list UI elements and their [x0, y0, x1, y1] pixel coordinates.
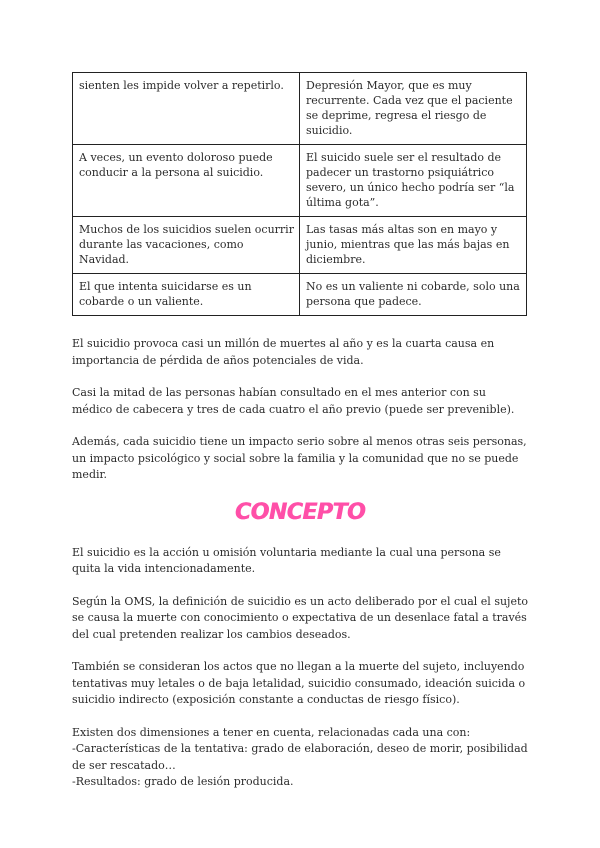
table-cell-fact: Las tasas más altas son en mayo y junio, mientras que las más bajas en diciembre.: [300, 217, 527, 274]
table-row: [73, 73, 527, 145]
table-cell-myth: sienten les impide volver a repetirlo.: [73, 73, 300, 145]
table-cell-myth: Muchos de los suicidios suelen ocurrir durante las vacaciones, como Navidad.: [73, 217, 300, 274]
paragraph-consultation: Casi la mitad de las personas habían consultado en el mes anterior con su médico de cabecera y tres de cada cuatro el año previo (puede ser prevenible).: [72, 386, 515, 416]
table-row: [73, 145, 527, 217]
paragraph-oms-definition: Según la OMS, la definición de suicidio es un acto deliberado por el cual el sujeto se causa la muerte con conocimiento o expectativa de un desenlace fatal a través del cual pretenden realizar los cambios deseados.: [72, 594, 529, 641]
paragraph-definition: El suicidio es la acción u omisión voluntaria mediante la cual una persona se quita la vida intencionadamente.: [72, 545, 501, 575]
paragraph-mortality: El suicidio provoca casi un millón de muertes al año y es la cuarta causa en importancia de pérdida de años potenciales de vida.: [72, 337, 495, 367]
table-row: [73, 274, 527, 316]
table-cell-myth: El que intenta suicidarse es un cobarde o un valiente.: [73, 274, 300, 316]
dimensions-item-attempt: -Características de la tentativa: grado de elaboración, deseo de morir, posibilidad de ser rescatado…: [72, 742, 528, 772]
myths-facts-table: [72, 72, 527, 316]
table-cell-myth: A veces, un evento doloroso puede conducir a la persona al suicidio.: [73, 145, 300, 217]
dimensions-item-results: -Resultados: grado de lesión producida.: [72, 775, 294, 788]
table-cell-fact: El suicido suele ser el resultado de padecer un trastorno psiquiátrico severo, un único hecho podría ser “la última gota”.: [300, 145, 527, 217]
paragraph-included-acts: También se consideran los actos que no llegan a la muerte del sujeto, incluyendo tentativas muy letales o de baja letalidad, suicidio consumado, ideación suicida o suicidio indirecto (exposición constante a conductas de riesgo físico).: [72, 660, 526, 706]
table-cell-fact: Depresión Mayor, que es muy recurrente. Cada vez que el paciente se deprime, regresa el riesgo de suicidio.: [300, 73, 527, 145]
section-title-concepto: CONCEPTO: [234, 499, 366, 525]
document-page: [72, 72, 528, 807]
table-cell-fact: No es un valiente ni cobarde, solo una persona que padece.: [300, 274, 527, 316]
table-row: [73, 217, 527, 274]
dimensions-intro: Existen dos dimensiones a tener en cuenta, relacionadas cada una con:: [72, 725, 471, 739]
paragraph-impact: Además, cada suicidio tiene un impacto serio sobre al menos otras seis personas, un impacto psicológico y social sobre la familia y la comunidad que no se puede medir.: [72, 435, 527, 481]
paragraph-dimensions: [72, 725, 528, 791]
